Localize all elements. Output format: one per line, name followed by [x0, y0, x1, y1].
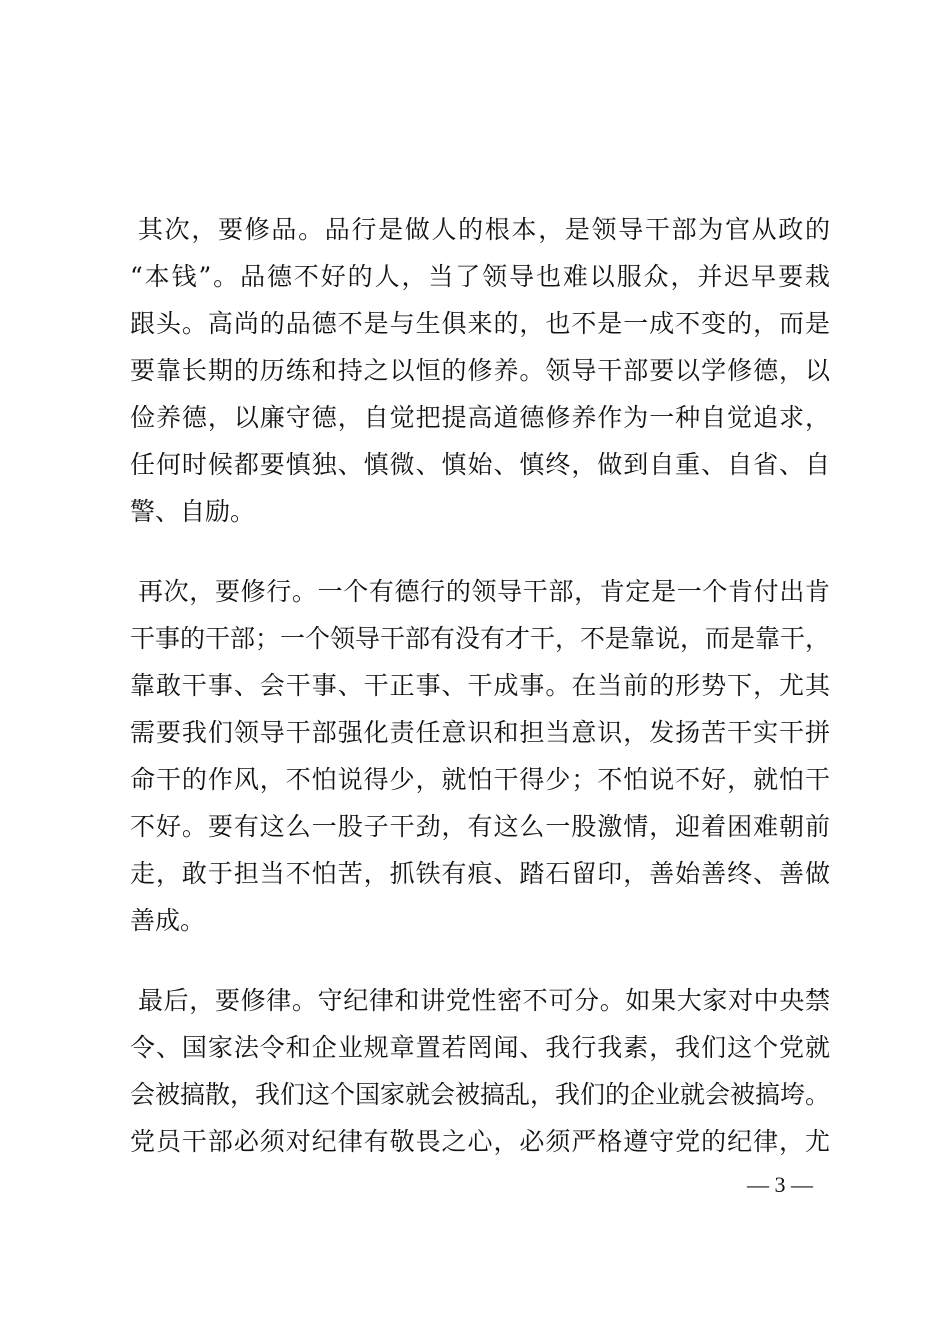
- text-line: 俭养德，以廉守德，自觉把提高道德修养作为一种自觉追求，: [130, 403, 830, 432]
- text-line: 跟头。高尚的品德不是与生俱来的，也不是一成不变的，而是: [130, 309, 830, 338]
- text-line: “本钱”。品德不好的人，当了领导也难以服众，并迟早要栽: [130, 262, 830, 291]
- text-line: 会被搞散，我们这个国家就会被搞乱，我们的企业就会被搞垮。: [130, 1080, 831, 1109]
- text-line: 靠敢干事、会干事、干正事、干成事。在当前的形势下，尤其: [130, 671, 830, 700]
- text-line: 最后，要修律。守纪律和讲党性密不可分。如果大家对中央禁: [138, 986, 830, 1015]
- text-line: 善成。: [130, 906, 206, 935]
- text-line: 党员干部必须对纪律有敬畏之心，必须严格遵守党的纪律，尤: [130, 1127, 830, 1156]
- paragraph-xiu-lv: [130, 977, 830, 1165]
- page-number: — 3 —: [747, 1172, 813, 1197]
- text-line: 其次，要修品。品行是做人的根本，是领导干部为官从政的: [138, 215, 830, 244]
- text-line: 警、自励。: [130, 497, 256, 526]
- text-line: 令、国家法令和企业规章置若罔闻、我行我素，我们这个党就: [130, 1033, 830, 1062]
- text-line: 不好。要有这么一股子干劲，有这么一股激情，迎着困难朝前: [130, 812, 830, 841]
- text-line: 干事的干部；一个领导干部有没有才干，不是靠说，而是靠干，: [130, 624, 831, 653]
- paragraph-xiu-xing: [130, 568, 830, 944]
- text-line: 任何时候都要慎独、慎微、慎始、慎终，做到自重、自省、自: [130, 450, 830, 479]
- text-line: 走，敢于担当不怕苦，抓铁有痕、踏石留印，善始善终、善做: [130, 859, 830, 888]
- document-body: [130, 206, 830, 1165]
- text-line: 再次，要修行。一个有德行的领导干部，肯定是一个肯付出肯: [138, 577, 830, 606]
- text-line: 命干的作风，不怕说得少，就怕干得少；不怕说不好，就怕干: [130, 765, 830, 794]
- text-line: 要靠长期的历练和持之以恒的修养。领导干部要以学修德，以: [130, 356, 830, 385]
- paragraph-xiu-pin: [130, 206, 830, 535]
- text-line: 需要我们领导干部强化责任意识和担当意识，发扬苦干实干拼: [130, 718, 830, 747]
